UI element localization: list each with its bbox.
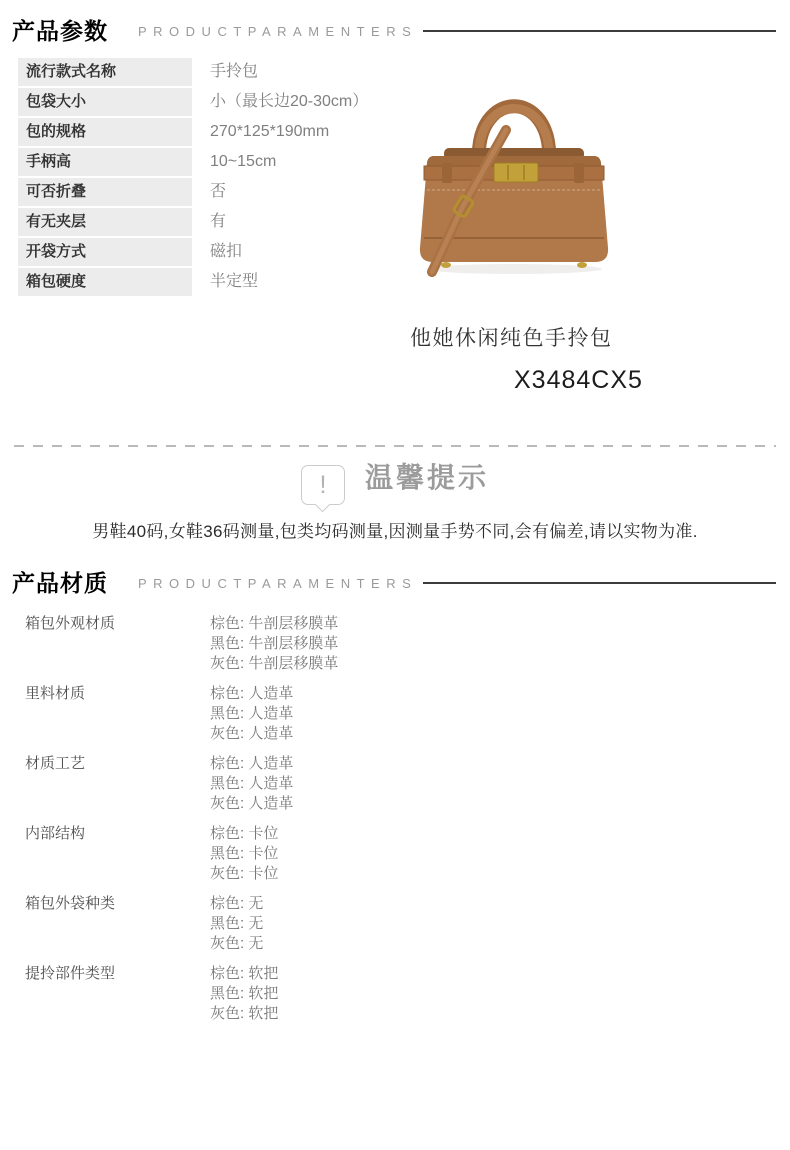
material-group (25, 894, 790, 954)
warm-tips-section (0, 455, 790, 542)
table-row (18, 118, 404, 148)
material-value: 黑色: 人造革 (210, 775, 294, 792)
material-label: 内部结构 (25, 825, 86, 842)
table-row (18, 88, 404, 118)
material-value: 棕色: 软把 (210, 965, 279, 982)
product-title: 他她休闲纯色手拎包 (410, 327, 613, 350)
material-value: 灰色: 软把 (210, 1005, 279, 1022)
material-group (25, 824, 790, 884)
tips-heading-row (301, 455, 489, 505)
param-label: 流行款式名称 (18, 58, 192, 86)
material-value: 灰色: 无 (210, 935, 264, 952)
material-group (25, 964, 790, 1024)
material-values (210, 754, 293, 814)
param-label: 箱包硬度 (18, 268, 192, 296)
param-label: 包袋大小 (18, 88, 192, 116)
parameters-content (0, 58, 790, 395)
param-value: 磁扣 (210, 243, 243, 260)
material-value: 棕色: 人造革 (210, 685, 294, 702)
materials-table (25, 614, 790, 1024)
param-label: 开袋方式 (18, 238, 192, 266)
material-values (210, 614, 338, 674)
material-value: 灰色: 人造革 (210, 795, 294, 812)
table-row (18, 208, 404, 238)
material-group (25, 754, 790, 814)
param-value: 有 (210, 213, 227, 230)
param-value: 10~15cm (210, 153, 277, 170)
material-group (25, 684, 790, 744)
product-showcase (404, 58, 790, 395)
material-label: 箱包外袋种类 (25, 895, 116, 912)
section-subtitle: PRODUCTPARAMENTERS (138, 23, 418, 39)
material-value: 灰色: 牛剖层移膜革 (210, 655, 339, 672)
table-row (18, 58, 404, 88)
header-rule (423, 30, 776, 32)
section-title: 产品参数 (12, 17, 108, 44)
dashed-divider (14, 445, 776, 447)
material-value: 黑色: 卡位 (210, 845, 279, 862)
param-value: 半定型 (210, 273, 259, 290)
material-values (210, 684, 293, 744)
product-image (414, 66, 614, 284)
material-value: 灰色: 卡位 (210, 865, 279, 882)
tips-title: 温馨提示 (364, 462, 489, 493)
section-header-materials (0, 552, 790, 598)
material-label: 提拎部件类型 (25, 965, 116, 982)
material-value: 黑色: 软把 (210, 985, 279, 1002)
header-rule (423, 582, 776, 584)
material-group (25, 614, 790, 674)
param-value: 否 (210, 183, 227, 200)
product-model-number: X3484CX5 (514, 366, 643, 394)
material-value: 黑色: 人造革 (210, 705, 294, 722)
material-value: 棕色: 牛剖层移膜革 (210, 615, 339, 632)
material-values (210, 894, 263, 954)
parameters-table (18, 58, 404, 395)
param-label: 有无夹层 (18, 208, 192, 236)
material-label: 里料材质 (25, 685, 86, 702)
param-label: 手柄高 (18, 148, 192, 176)
section-title: 产品材质 (12, 569, 108, 596)
param-label: 包的规格 (18, 118, 192, 146)
param-value: 手拎包 (210, 63, 259, 80)
material-value: 棕色: 人造革 (210, 755, 294, 772)
param-value: 270*125*190mm (210, 123, 330, 140)
material-label: 箱包外观材质 (25, 615, 116, 632)
material-label: 材质工艺 (25, 755, 86, 772)
tips-text: 男鞋40码,女鞋36码测量,包类均码测量,因测量手势不同,会有偏差,请以实物为准. (92, 522, 698, 541)
material-values (210, 964, 278, 1024)
exclamation-bubble-icon: ! (301, 465, 345, 505)
table-row (18, 148, 404, 178)
material-value: 棕色: 卡位 (210, 825, 279, 842)
material-values (210, 824, 278, 884)
material-value: 黑色: 无 (210, 915, 264, 932)
param-value: 小（最长边20-30cm） (210, 93, 369, 110)
table-row (18, 268, 404, 298)
material-value: 黑色: 牛剖层移膜革 (210, 635, 339, 652)
handbag-illustration (414, 66, 614, 284)
param-label: 可否折叠 (18, 178, 192, 206)
table-row (18, 178, 404, 208)
material-value: 棕色: 无 (210, 895, 264, 912)
section-header-parameters (0, 0, 790, 46)
section-subtitle: PRODUCTPARAMENTERS (138, 575, 418, 591)
table-row (18, 238, 404, 268)
material-value: 灰色: 人造革 (210, 725, 294, 742)
